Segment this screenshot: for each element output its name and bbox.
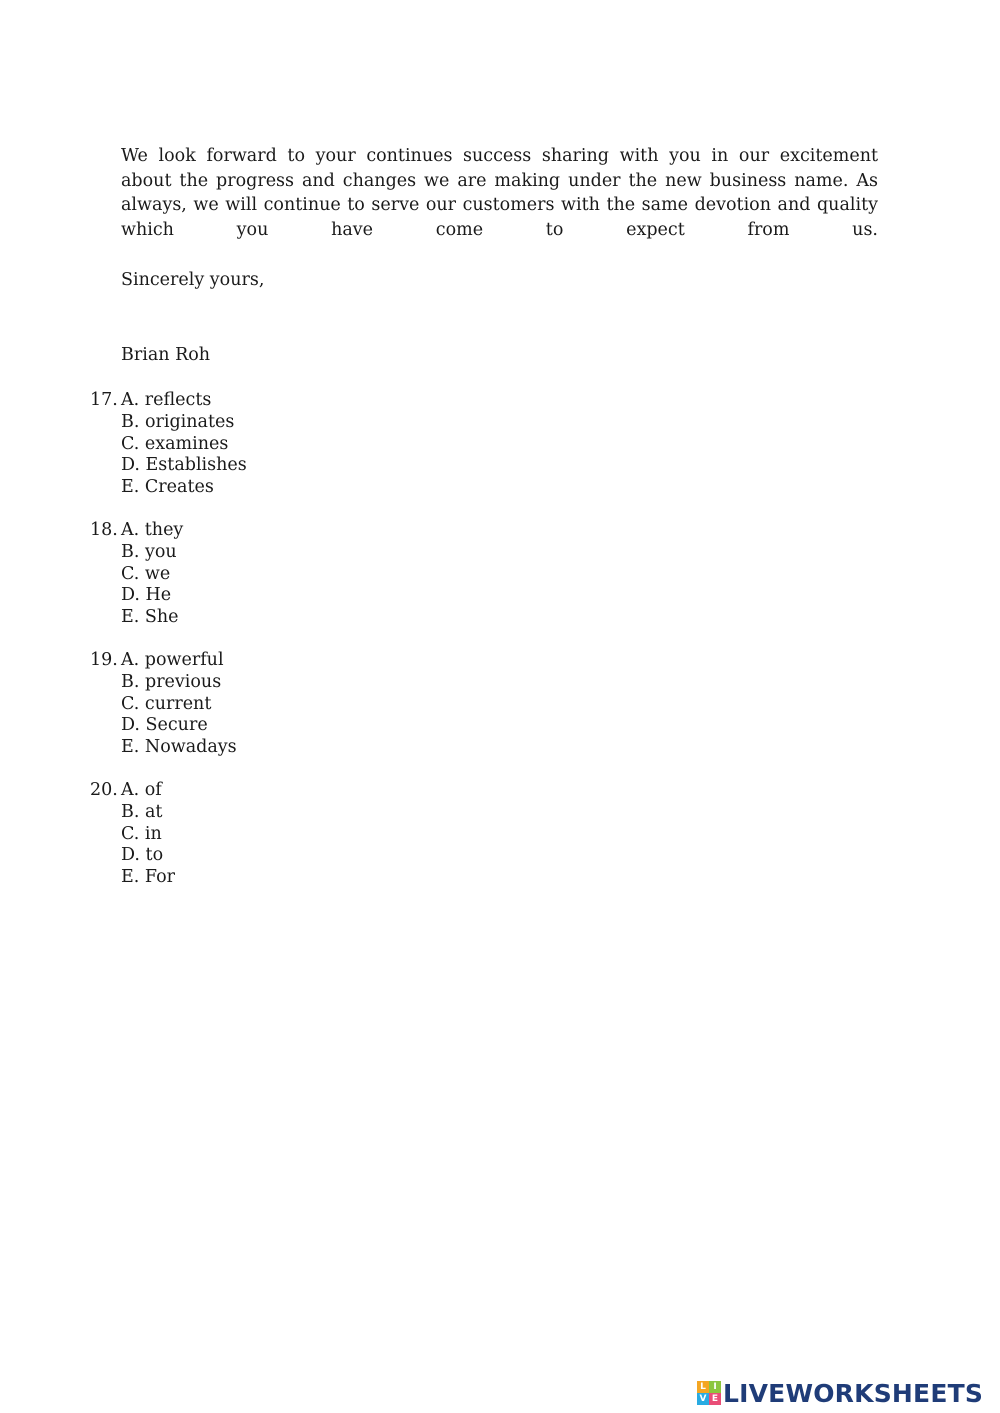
option-b: B. at <box>121 801 163 822</box>
option-c: C. we <box>121 563 171 584</box>
paragraph-line: We look forward to your continues success sharing with you in our excitement <box>121 146 878 166</box>
question-number: 20. <box>90 780 118 800</box>
option-e: E. Nowadays <box>121 737 237 758</box>
option-c: C. current <box>121 693 212 714</box>
option-list <box>121 520 183 629</box>
question-number: 17. <box>90 390 118 410</box>
option-list <box>121 780 175 889</box>
option-c: C. examines <box>121 433 229 454</box>
option-e: E. For <box>121 867 175 888</box>
brand-name: LIVEWORKSHEETS <box>723 1378 984 1408</box>
option-list <box>121 390 247 499</box>
option-b: B. previous <box>121 671 222 692</box>
paragraph-line: which you have come to expect from us. <box>121 220 878 241</box>
liveworksheets-logo-icon: L I V E <box>697 1381 721 1405</box>
option-d: D. Secure <box>121 715 208 736</box>
question-number: 18. <box>90 520 118 540</box>
letter-paragraph <box>121 144 878 243</box>
option-d: D. Establishes <box>121 455 247 476</box>
option-a: A. powerful <box>121 650 224 670</box>
option-a: A. they <box>121 520 184 540</box>
option-d: D. He <box>121 585 172 606</box>
option-c: C. in <box>121 823 162 844</box>
option-list <box>121 650 237 759</box>
liveworksheets-watermark <box>697 1378 983 1408</box>
option-a: A. reflects <box>121 390 212 410</box>
option-b: B. originates <box>121 411 235 432</box>
paragraph-line: about the progress and changes we are making under the new business name. As <box>121 170 878 191</box>
paragraph-line: always, we will continue to serve our customers with the same devotion and quality <box>121 195 878 216</box>
option-e: E. Creates <box>121 477 214 498</box>
letter-closing: Sincerely yours, <box>121 270 265 290</box>
option-b: B. you <box>121 541 177 562</box>
letter-signature: Brian Roh <box>121 345 211 365</box>
option-d: D. to <box>121 845 164 866</box>
option-e: E. She <box>121 607 179 628</box>
question-number: 19. <box>90 650 118 670</box>
option-a: A. of <box>121 780 162 800</box>
